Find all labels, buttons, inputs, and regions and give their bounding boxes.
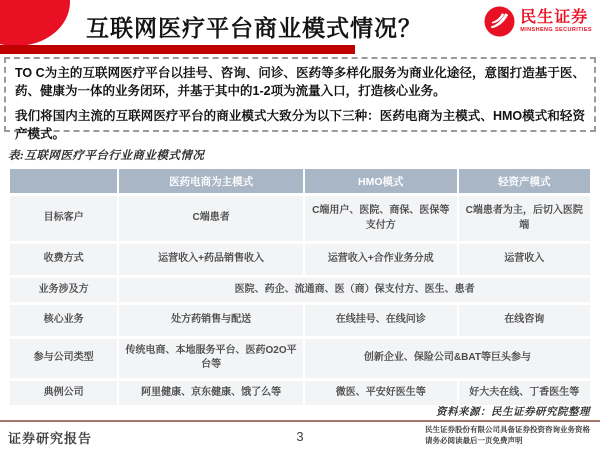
table-cell: C端患者 [117, 196, 303, 241]
minsheng-logo [484, 6, 592, 37]
table-cell: 创新企业、保险公司&BAT等巨头参与 [303, 339, 590, 378]
corner-accent-shape [0, 0, 70, 46]
row-label: 参与公司类型 [10, 339, 117, 378]
page-number: 3 [296, 429, 304, 444]
table-cell: 传统电商、本地服务平台、医药O2O平台等 [117, 339, 303, 378]
row-label: 收费方式 [10, 244, 117, 275]
logo-name-cn: 民生证券 [520, 9, 589, 27]
table-cell: 医院、药企、流通商、医（商）保支付方、医生、患者 [117, 278, 590, 303]
row-label: 业务涉及方 [10, 278, 117, 303]
table-cell: 运营收入 [457, 244, 590, 275]
row-label: 核心业务 [10, 305, 117, 336]
table-row [10, 339, 590, 378]
row-label: 目标客户 [10, 196, 117, 241]
logo-wordmark [520, 10, 592, 33]
footer-disclaimer [425, 424, 590, 447]
header-cell-hmo: HMO模式 [303, 169, 457, 193]
table-row [10, 278, 590, 303]
summary-paragraph-2: 我们将国内主流的互联网医疗平台的商业模式大致分为以下三种：医药电商为主模式、HMO模式和轻资产模式。 [15, 109, 585, 142]
header-cell-empty [10, 169, 117, 193]
table-cell: C端患者为主，后切入医院端 [457, 196, 590, 241]
table-cell: 微医、平安好医生等 [303, 381, 457, 406]
table-cell: 在线挂号、在线问诊 [303, 305, 457, 336]
title-underline-bar [0, 45, 355, 54]
summary-box [4, 57, 596, 142]
minsheng-logo-icon [484, 6, 515, 37]
table-cell: 阿里健康、京东健康、饿了么等 [117, 381, 303, 406]
table-header-row [10, 169, 590, 193]
header-cell-light-asset: 轻资产模式 [457, 169, 590, 193]
table-row [10, 244, 590, 275]
business-model-table [10, 166, 590, 408]
header-cell-ecommerce: 医药电商为主模式 [117, 169, 303, 193]
table-cell: 运营收入+药品销售收入 [117, 244, 303, 275]
table-cell: C端用户、医院、商保、医保等支付方 [303, 196, 457, 241]
table-row [10, 381, 590, 406]
page-title: 互联网医疗平台商业模式情况？ [86, 15, 422, 41]
table-row [10, 196, 590, 241]
logo-name-en: MINSHENG SECURITIES [520, 26, 592, 33]
footer-report-type: 证券研究报告 [8, 431, 93, 446]
table-caption: 表:互联网医疗平台行业商业模式情况 [8, 150, 205, 162]
table-cell: 在线咨询 [457, 305, 590, 336]
row-label: 典例公司 [10, 381, 117, 406]
summary-paragraph-1: TO C为主的互联网医疗平台以挂号、咨询、问诊、医药等多样化服务为商业化途径，意图打造基于医、药、健康为一体的业务闭环，并基于其中的1-2项为流量入口，打造核心业务。 [15, 66, 585, 99]
table-source-note: 资料来源：民生证券研究院整理 [436, 407, 590, 418]
table-cell: 处方药销售与配送 [117, 305, 303, 336]
table-cell: 好大夫在线、丁香医生等 [457, 381, 590, 406]
footer-disclaimer-line2: 请务必阅读最后一页免费声明 [425, 436, 523, 446]
table-cell: 运营收入+合作业务分成 [303, 244, 457, 275]
table-row [10, 305, 590, 336]
footer-divider [0, 420, 600, 422]
footer-disclaimer-line1: 民生证券股份有限公司具备证券投资咨询业务资格 [425, 425, 590, 434]
